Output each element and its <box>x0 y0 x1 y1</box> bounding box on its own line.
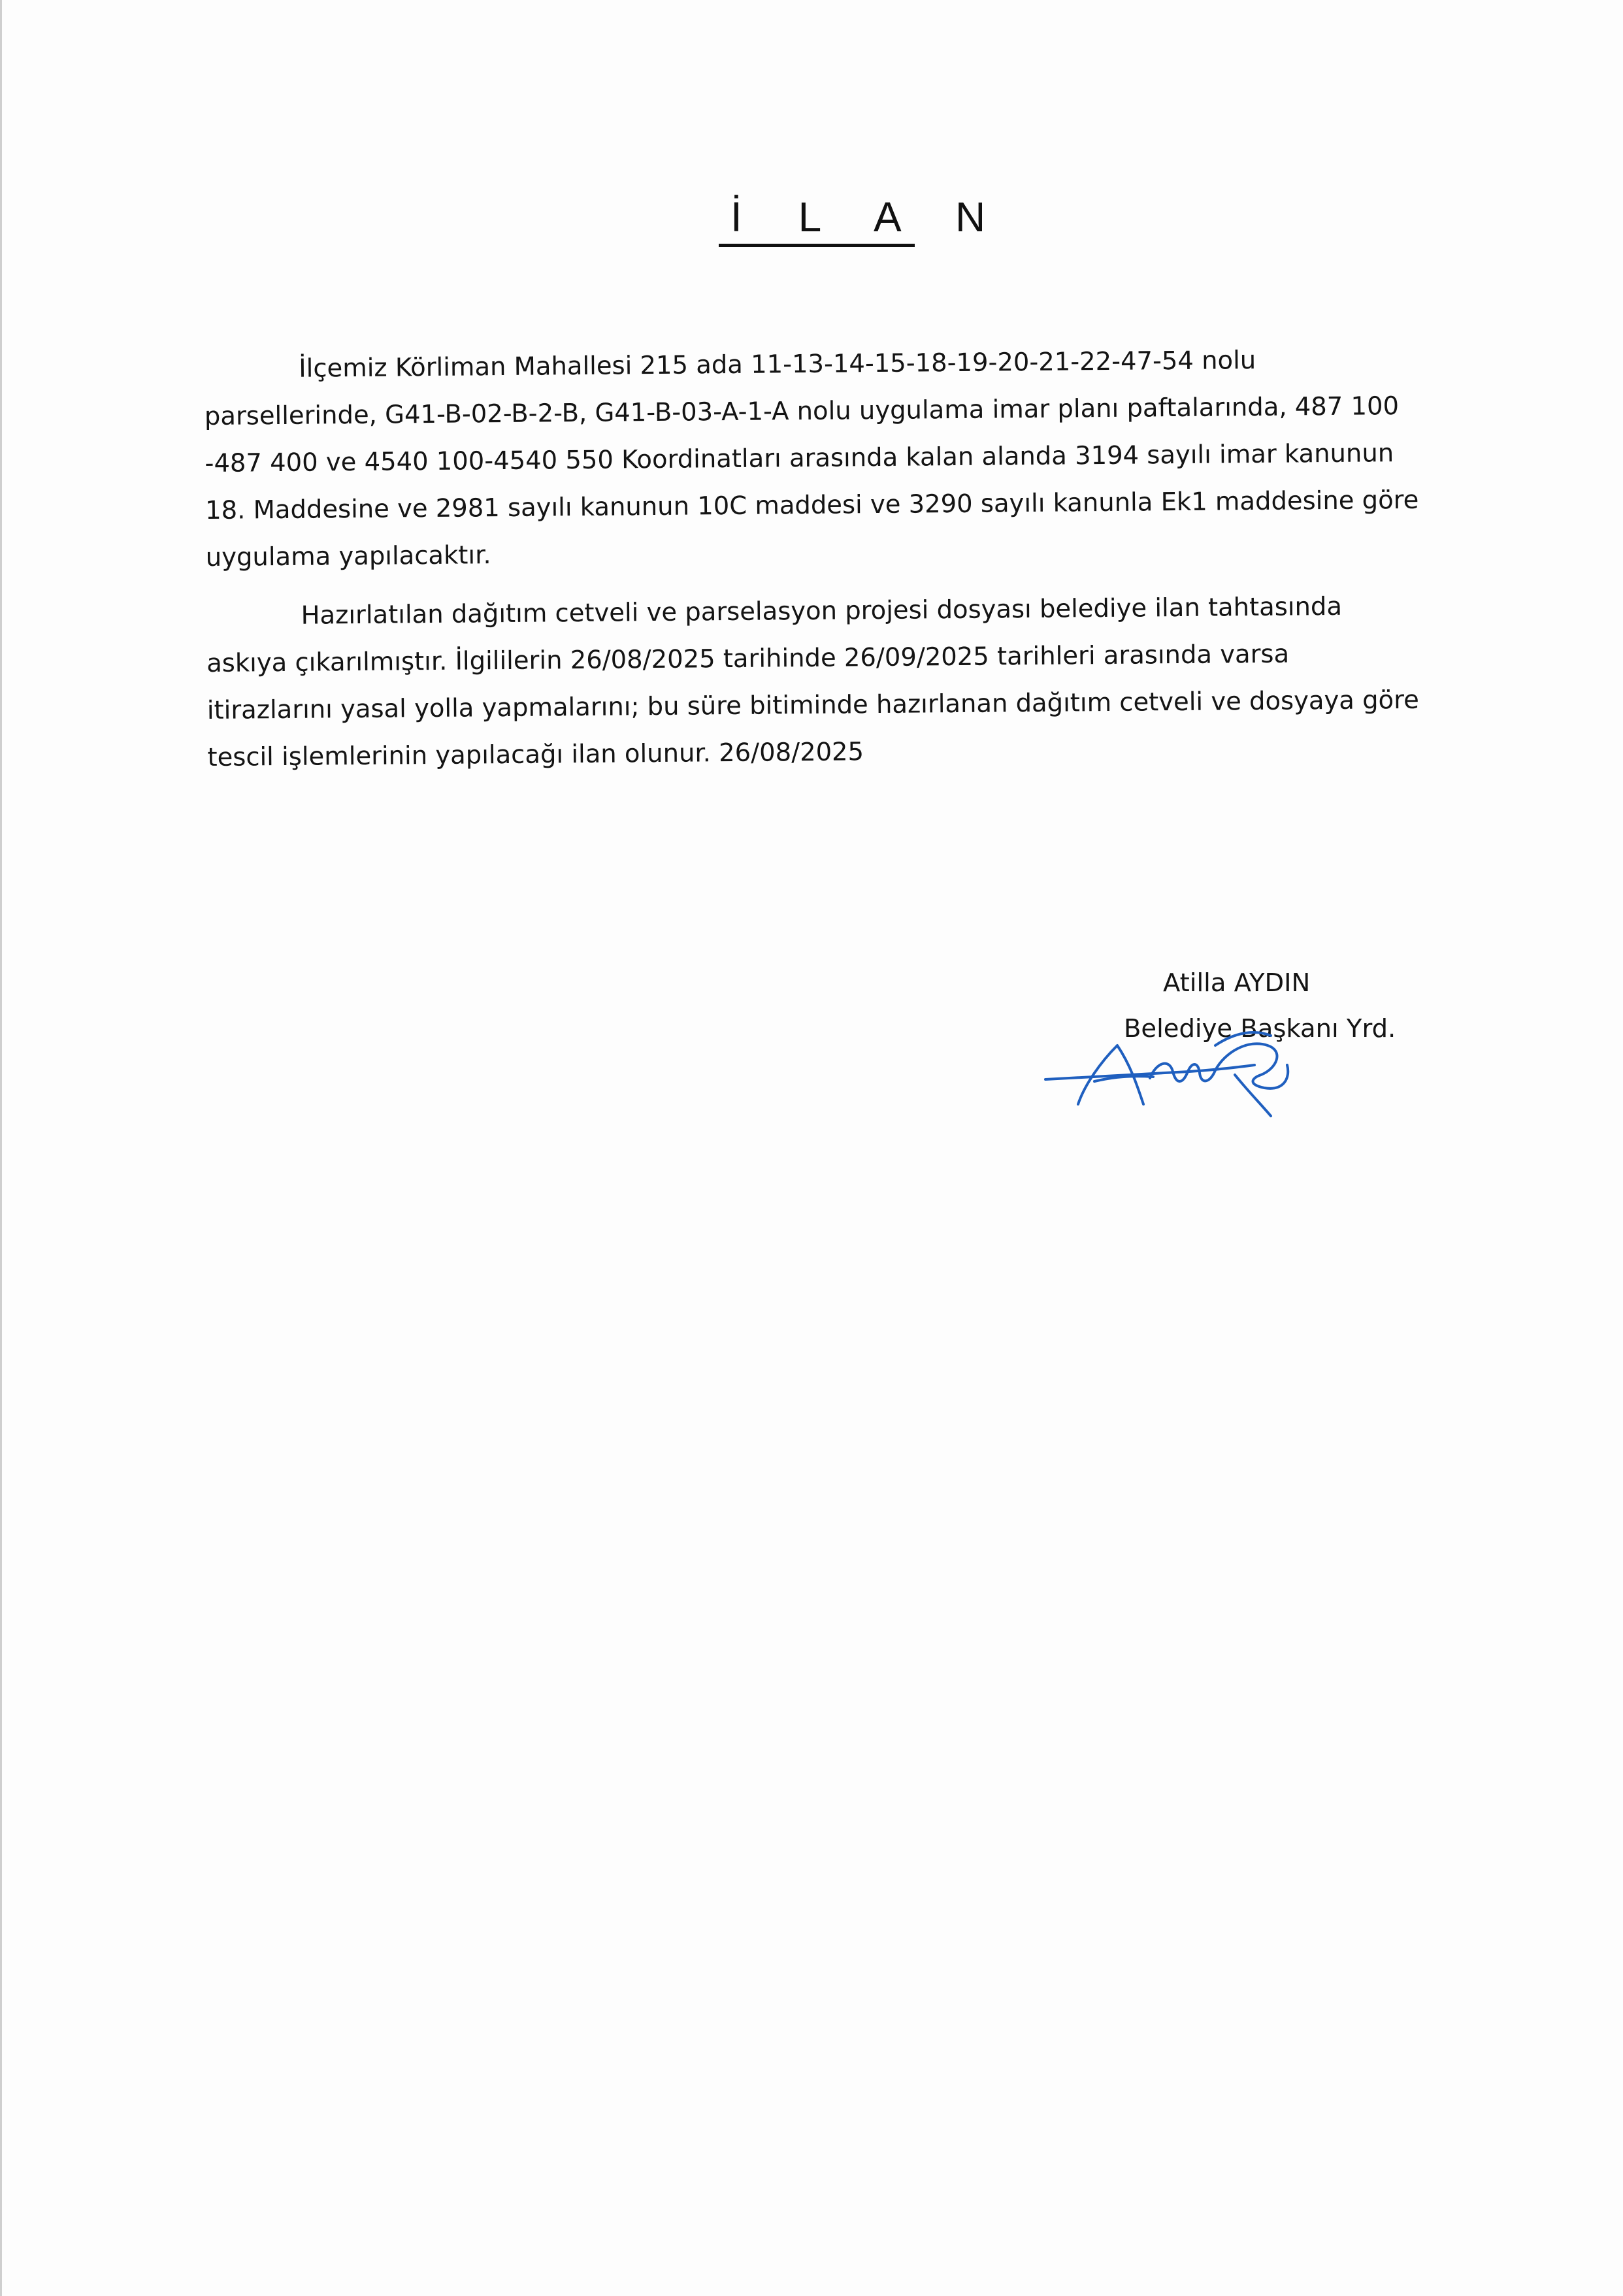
signatory-name: Atilla AYDIN <box>1163 968 1311 998</box>
paragraph-2: Hazırlatılan dağıtım cetveli ve parselasyon projesi dosyası belediye ilan tahtasında askıya çıkarılmıştır. İlgililerin 26/08/2025 tarihinde 26/09/2025 tarihleri arasında varsa itirazlarını yasal yolla yapmalarını; bu süre bitiminde hazırlanan dağıtım cetveli ve dosyaya göre tescil işlemlerinin yapılacağı ilan olunur. 26/08/2025 <box>206 591 1419 772</box>
handwritten-signature <box>1039 1000 1313 1124</box>
scan-edge-line <box>0 0 2 2296</box>
signatory-title: Belediye Başkanı Yrd. <box>1124 1014 1396 1043</box>
document-body <box>204 336 1423 793</box>
paragraph-1: İlçemiz Körliman Mahallesi 215 ada 11-13-14-15-18-19-20-21-22-47-54 nolu parsellerinde, G41-B-02-B-2-B, G41-B-03-A-1-A nolu uygulama imar planı paftalarında, 487 100 -487 400 ve 4540 100-4540 550 Koordinatları arasında kalan alanda 3194 sayılı imar kanunun 18. Maddesine ve 2981 sayılı kanunun 10C maddesi ve 3290 sayılı kanunla Ek1 maddesine göre uygulama yapılacaktır. <box>204 345 1419 572</box>
document-title: İ L A N <box>719 193 915 247</box>
